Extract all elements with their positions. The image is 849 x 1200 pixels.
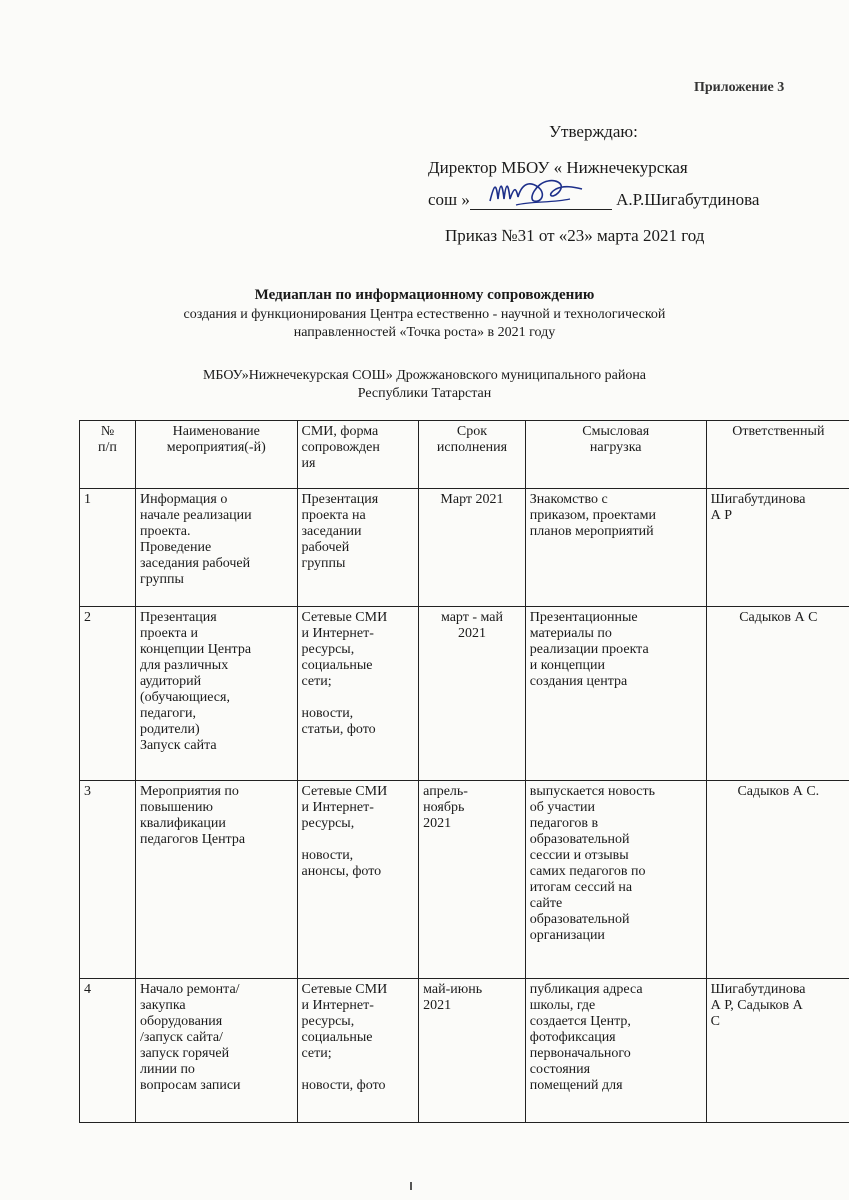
- row-event-name: Информация о начале реализации проекта. Проведение заседания рабочей группы: [135, 489, 297, 607]
- row-number: 2: [80, 607, 136, 781]
- row-meaning: Презентационные материалы по реализации проекта и концепции создания центра: [525, 607, 706, 781]
- row-responsible: Садыков А С: [706, 607, 849, 781]
- document-subtitle-1: создания и функционирования Центра естественно - научной и технологической: [183, 307, 666, 322]
- table-row: [80, 607, 849, 781]
- table-header-row: [80, 421, 849, 489]
- header-deadline: Срок исполнения: [419, 421, 526, 489]
- row-number: 4: [80, 979, 136, 1123]
- approval-director: Директор МБОУ « Нижнечекурская: [428, 158, 688, 177]
- row-media-form: Сетевые СМИ и Интернет- ресурсы, новости, анонсы, фото: [297, 781, 419, 979]
- appendix-label: Приложение 3: [694, 80, 785, 95]
- header-responsible: Ответственный: [706, 421, 849, 489]
- row-responsible: Шигабутдинова А Р: [706, 489, 849, 607]
- row-event-name: Презентация проекта и концепции Центра для различных аудиторий (обучающиеся, педагоги, родители) Запуск сайта: [135, 607, 297, 781]
- row-meaning: Знакомство с приказом, проектами планов мероприятий: [525, 489, 706, 607]
- row-media-form: Сетевые СМИ и Интернет- ресурсы, социальные сети; новости, статьи, фото: [297, 607, 419, 781]
- row-deadline: апрель- ноябрь 2021: [419, 781, 526, 979]
- row-event-name: Начало ремонта/ закупка оборудования /запуск сайта/ запуск горячей линии по вопросам записи: [135, 979, 297, 1123]
- row-meaning: публикация адреса школы, где создается Центр, фотофиксация первоначального состояния помещений для: [525, 979, 706, 1123]
- document-title: Медиаплан по информационному сопровождению: [254, 287, 595, 303]
- organization-line-2: Республики Татарстан: [357, 386, 492, 401]
- header-media-form: СМИ, форма сопровожден ия: [297, 421, 419, 489]
- row-media-form: Презентация проекта на заседании рабочей группы: [297, 489, 419, 607]
- row-number: 3: [80, 781, 136, 979]
- approval-signature-line: [428, 190, 759, 210]
- scan-mark: [410, 1182, 412, 1190]
- approval-order: Приказ №31 от «23» марта 2021 год: [445, 226, 705, 245]
- row-deadline: май-июнь 2021: [419, 979, 526, 1123]
- table-row: [80, 979, 849, 1123]
- header-event-name: Наименование мероприятия(-й): [135, 421, 297, 489]
- table-row: [80, 489, 849, 607]
- organization-line-1: МБОУ»Нижнечекурская СОШ» Дрожжановского муниципального района: [202, 368, 647, 383]
- row-media-form: Сетевые СМИ и Интернет- ресурсы, социальные сети; новости, фото: [297, 979, 419, 1123]
- row-responsible: Садыков А С.: [706, 781, 849, 979]
- header-meaning: Смысловая нагрузка: [525, 421, 706, 489]
- approval-director-name: А.Р.Шигабутдинова: [616, 190, 760, 209]
- row-deadline: Март 2021: [419, 489, 526, 607]
- approval-title: Утверждаю:: [549, 122, 638, 141]
- signature-blank: [470, 191, 612, 210]
- handwritten-signature: [486, 177, 586, 211]
- row-meaning: выпускается новость об участии педагогов в образовательной сессии и отзывы самих педагогов по итогам сессий на сайте образовательной организации: [525, 781, 706, 979]
- document-subtitle-2: направленностей «Точка роста» в 2021 году: [293, 325, 556, 340]
- table-row: [80, 781, 849, 979]
- row-deadline: март - май 2021: [419, 607, 526, 781]
- row-event-name: Мероприятия по повышению квалификации педагогов Центра: [135, 781, 297, 979]
- header-number: № п/п: [80, 421, 136, 489]
- row-number: 1: [80, 489, 136, 607]
- approval-school-suffix: сош »: [428, 190, 470, 209]
- row-responsible: Шигабутдинова А Р, Садыков А С: [706, 979, 849, 1123]
- media-plan-table: [79, 420, 849, 1123]
